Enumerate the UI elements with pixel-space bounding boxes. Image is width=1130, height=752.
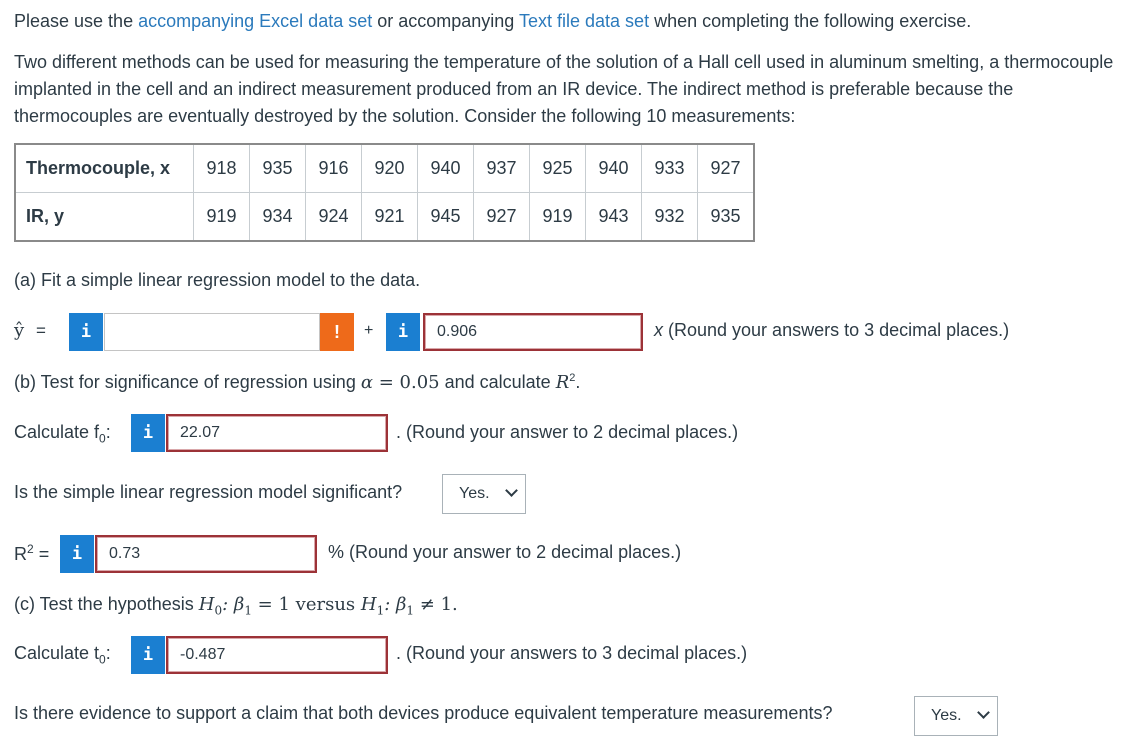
part-a-label: (a) Fit a simple linear regression model to the data. [14, 270, 421, 290]
table-cell: 940 [418, 144, 474, 193]
table-cell: 943 [586, 193, 642, 242]
intro-line1: Please use the accompanying Excel data set or accompanying Text file data set when completing the following exercise. [14, 11, 972, 31]
part-a-note: x (Round your answers to 3 decimal places.) [654, 320, 1010, 340]
f0-input[interactable]: 22.07 [166, 414, 388, 452]
equivalence-question: Is there evidence to support a claim that both devices produce equivalent temperature measurements? [14, 703, 833, 723]
table-cell: 937 [474, 144, 530, 193]
intro-text [14, 8, 1119, 144]
table-cell: 920 [362, 144, 418, 193]
table-cell: 918 [194, 144, 250, 193]
chevron-down-icon [977, 706, 990, 719]
thermocouple-header: Thermocouple, x [15, 144, 194, 193]
plus-sign: + [364, 322, 374, 339]
f0-info-icon[interactable]: i [131, 414, 165, 452]
t0-info-icon[interactable]: i [131, 636, 165, 674]
f0-note: . (Round your answer to 2 decimal places.) [396, 422, 739, 442]
slope-input[interactable]: 0.906 [423, 313, 643, 351]
problem-description: Two different methods can be used for measuring the temperature of the solution of a Hall cell used in aluminum smelting, a thermocouple implanted in the cell and an indirect measurement produced from an IR device. The indirect method is preferable because the thermocouples are eventually destroyed by the solution. Consider the following 10 measurements: [14, 52, 1114, 126]
significance-select[interactable]: Yes. [442, 474, 526, 514]
measurements-table [14, 143, 755, 242]
thermocouple-row [15, 144, 754, 193]
ir-row [15, 193, 754, 242]
table-cell: 933 [642, 144, 698, 193]
r2-label: $R^2$ = [14, 542, 50, 564]
text-file-data-link[interactable]: Text file data set [519, 11, 650, 31]
t0-label: Calculate $t_0$: [14, 643, 111, 667]
intercept-info-icon[interactable]: i [69, 313, 103, 351]
table-cell: 919 [530, 193, 586, 242]
table-cell: 945 [418, 193, 474, 242]
equivalence-select[interactable]: Yes. [914, 696, 998, 736]
intercept-input[interactable] [104, 313, 320, 351]
table-cell: 919 [194, 193, 250, 242]
t0-input[interactable]: -0.487 [166, 636, 388, 674]
r2-note: % (Round your answer to 2 decimal places.) [328, 542, 682, 562]
yhat-symbol: ŷ [14, 320, 25, 341]
r2-input[interactable]: 0.73 [95, 535, 317, 573]
table-cell: 932 [642, 193, 698, 242]
table-cell: 935 [698, 193, 755, 242]
r2-info-icon[interactable]: i [60, 535, 94, 573]
equals-sign: = [36, 321, 46, 340]
ir-header: IR, y [15, 193, 194, 242]
table-cell: 925 [530, 144, 586, 193]
table-cell: 916 [306, 144, 362, 193]
table-cell: 921 [362, 193, 418, 242]
part-c-label: (c) Test the hypothesis $H_0$: $\beta_1 = 1$ versus $H_1$: $\beta_1 \ne 1$. [14, 594, 458, 618]
t0-note: . (Round your answers to 3 decimal places.) [396, 643, 748, 663]
table-cell: 927 [474, 193, 530, 242]
slope-info-icon[interactable]: i [386, 313, 420, 351]
chevron-down-icon [505, 484, 518, 497]
part-b-label: (b) Test for significance of regression using α = 0.05 and calculate $R^2$. [14, 372, 581, 393]
table-cell: 940 [586, 144, 642, 193]
warning-icon[interactable]: ! [320, 313, 354, 351]
f0-label: Calculate $f_0$: [14, 422, 111, 446]
table-cell: 927 [698, 144, 755, 193]
significance-question: Is the simple linear regression model significant? [14, 482, 403, 502]
table-cell: 935 [250, 144, 306, 193]
table-cell: 934 [250, 193, 306, 242]
excel-data-link[interactable]: accompanying Excel data set [138, 11, 373, 31]
table-cell: 924 [306, 193, 362, 242]
